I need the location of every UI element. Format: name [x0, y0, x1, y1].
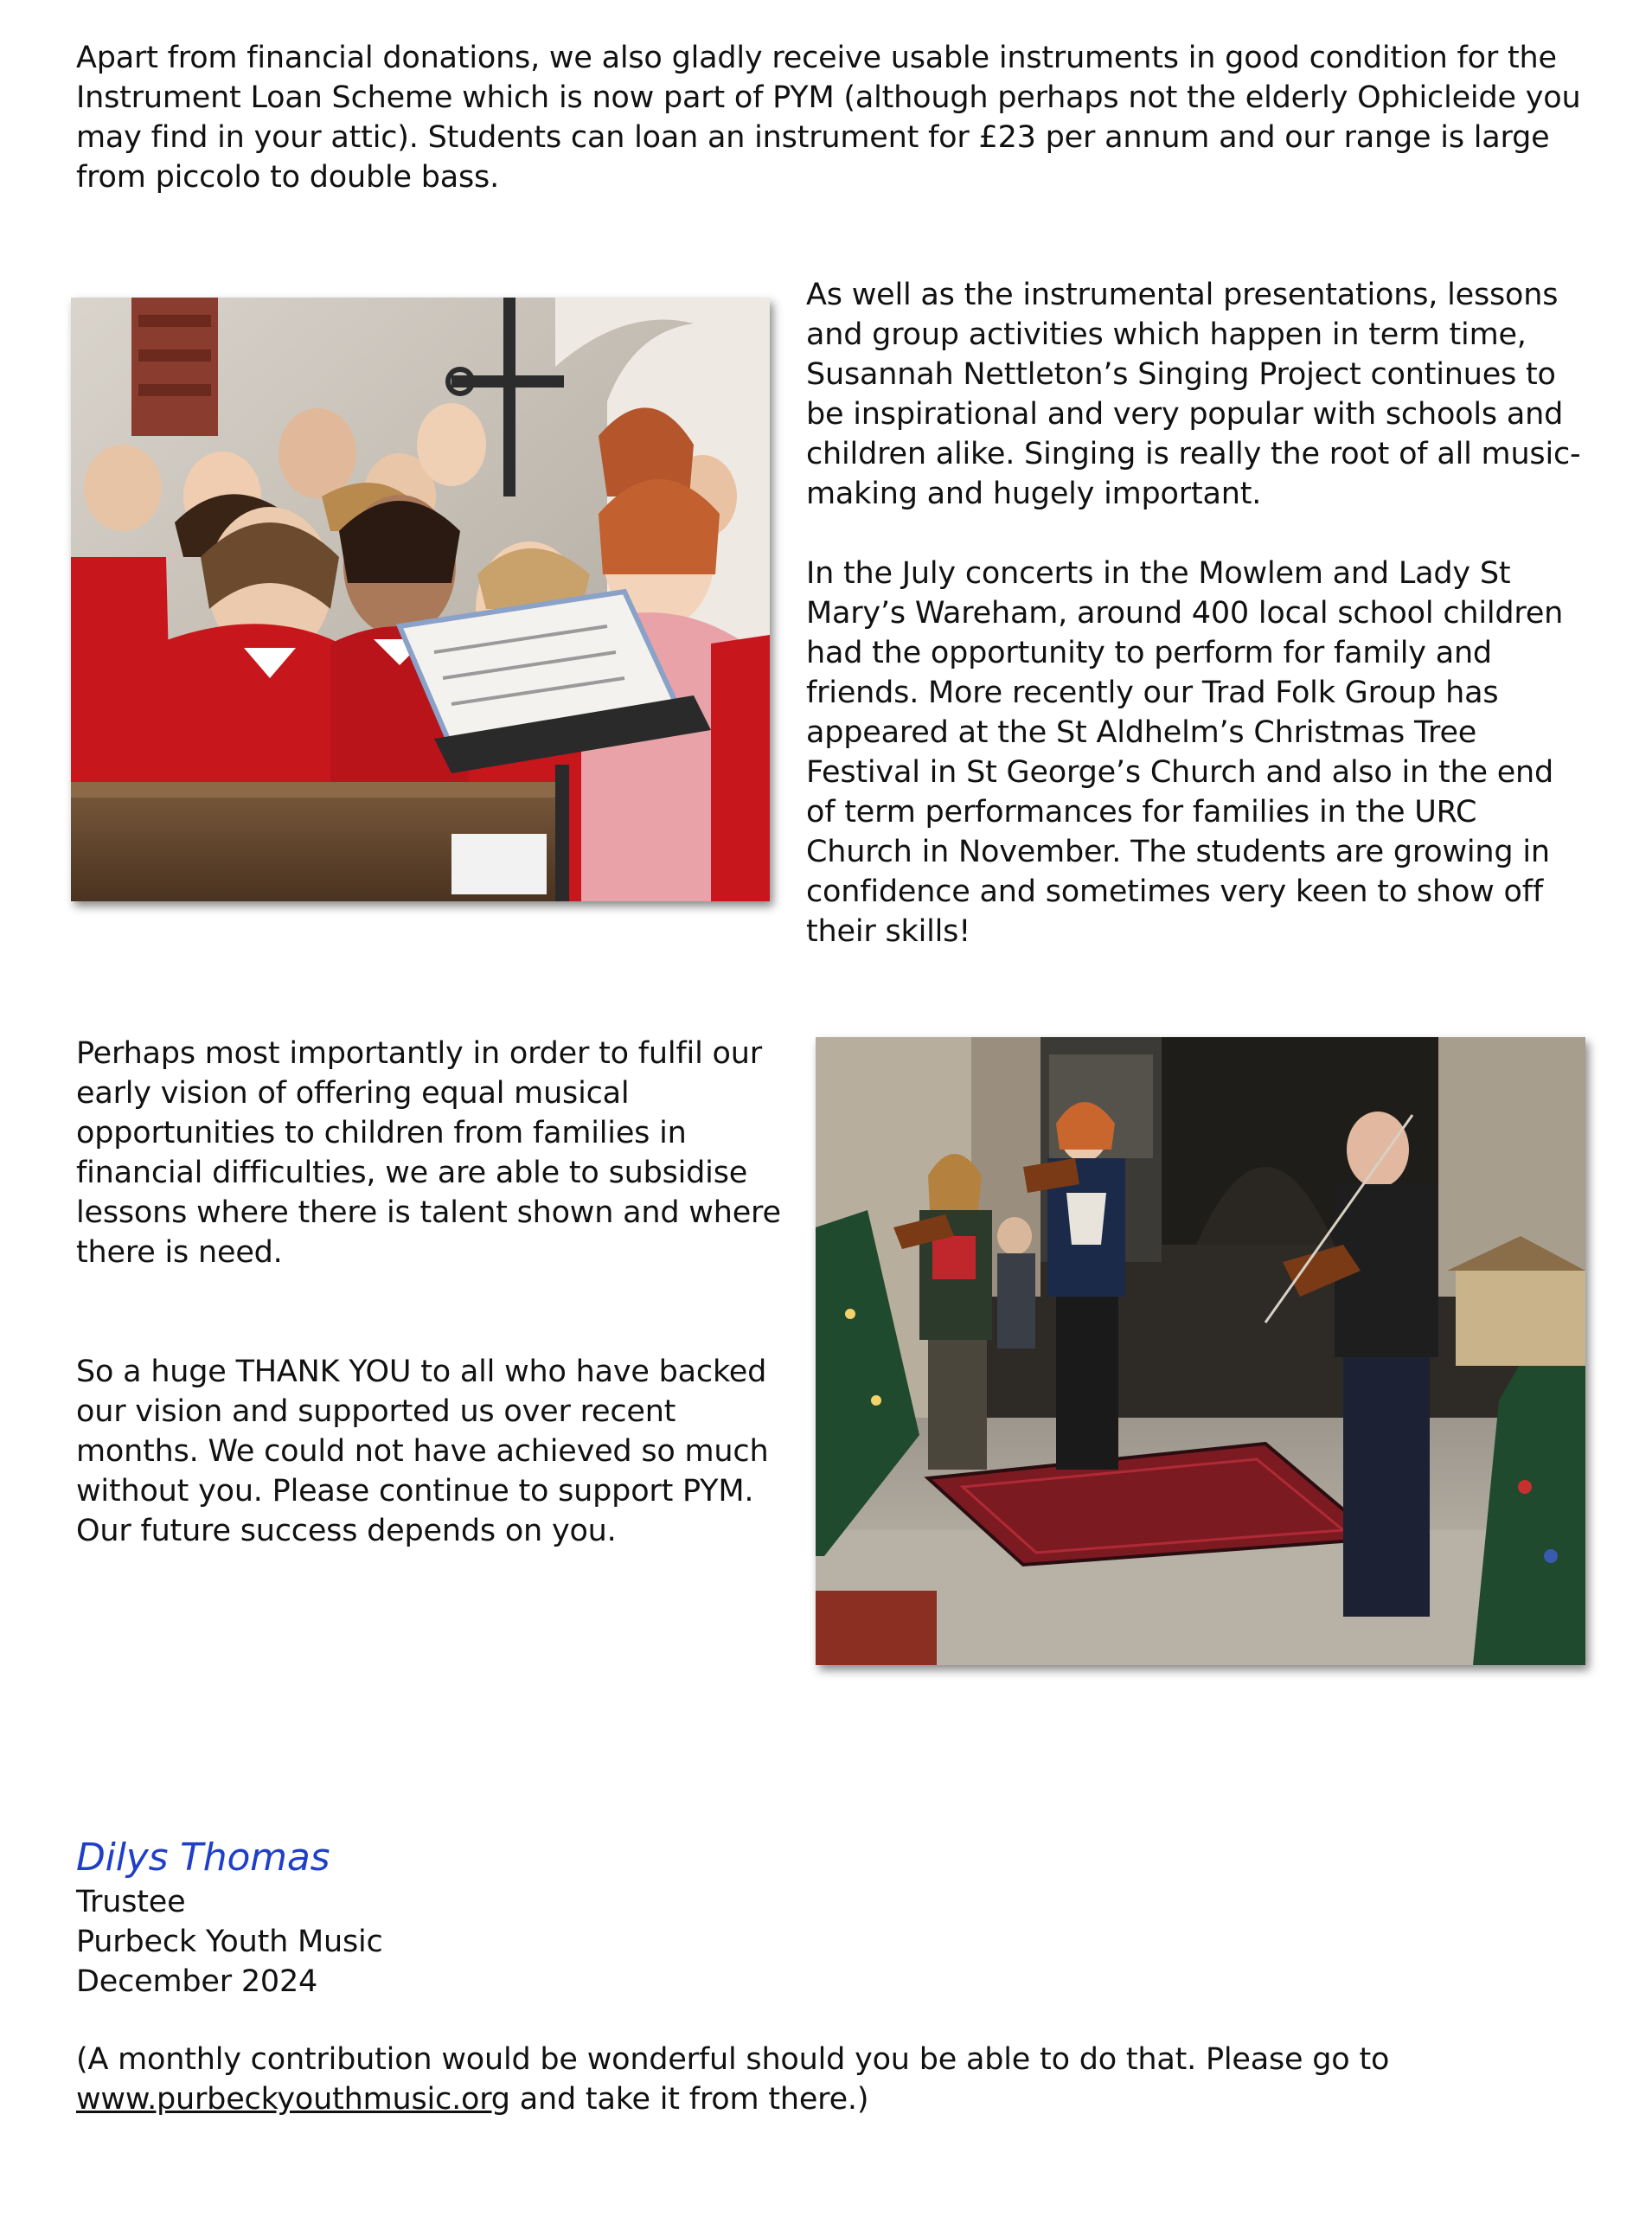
signature-name: Dilys Thomas [76, 1835, 330, 1880]
contribution-text-after: and take it from there.) [509, 2082, 869, 2117]
website-link[interactable]: www.purbeckyouthmusic.org [76, 2082, 510, 2117]
thank-you-paragraph: So a huge THANK YOU to all who have backed our vision and supported us over recent months. We could not have achieved so much without you. Please continue to support PYM. Our future success depends on you. [76, 1355, 769, 1548]
subsidise-paragraph: Perhaps most importantly in order to fulfil our early vision of offering equal musical opportunities to children from families in financial difficulties, we are able to subsidise lessons where there is talent shown and where there is need. [76, 1036, 781, 1270]
choir-photo [71, 298, 770, 901]
intro-paragraph: Apart from financial donations, we also gladly receive usable instruments in good condition for the Instrument Loan Scheme which is now part of PYM (although perhaps not the elderly Ophicleide you may find in your attic). Students can loan an instrument for £23 per annum and our range is large from piccolo to double bass. [76, 41, 1581, 195]
folk-group-photo-illustration [816, 1037, 1585, 1665]
singing-project-paragraph: As well as the instrumental presentations, lessons and group activities which happen in term time, Susannah Nettleton’s Singing Project continues to be inspirational and very popular with schools and children alike. Singing is really the root of all music-making and hugely important. [806, 278, 1581, 511]
signature-organisation: Purbeck Youth Music [76, 1925, 383, 1959]
contribution-note [76, 2040, 1581, 2119]
signature-role: Trustee [76, 1885, 186, 1919]
signature-date: December 2024 [76, 1964, 318, 1999]
folk-group-photo [816, 1037, 1585, 1665]
signature-block [76, 1834, 855, 2002]
concerts-paragraph: In the July concerts in the Mowlem and Lady St Mary’s Wareham, around 400 local school children had the opportunity to perform for family and friends. More recently our Trad Folk Group has appeared at the St Aldhelm’s Christmas Tree Festival in St George’s Church and also in the end of term performances for families in the URC Church in November. The students are growing in confidence and sometimes very keen to show off their skills! [806, 556, 1564, 949]
contribution-text-before: (A monthly contribution would be wonderful should you be able to do that. Please go to [76, 2042, 1390, 2077]
choir-photo-illustration [71, 298, 770, 901]
